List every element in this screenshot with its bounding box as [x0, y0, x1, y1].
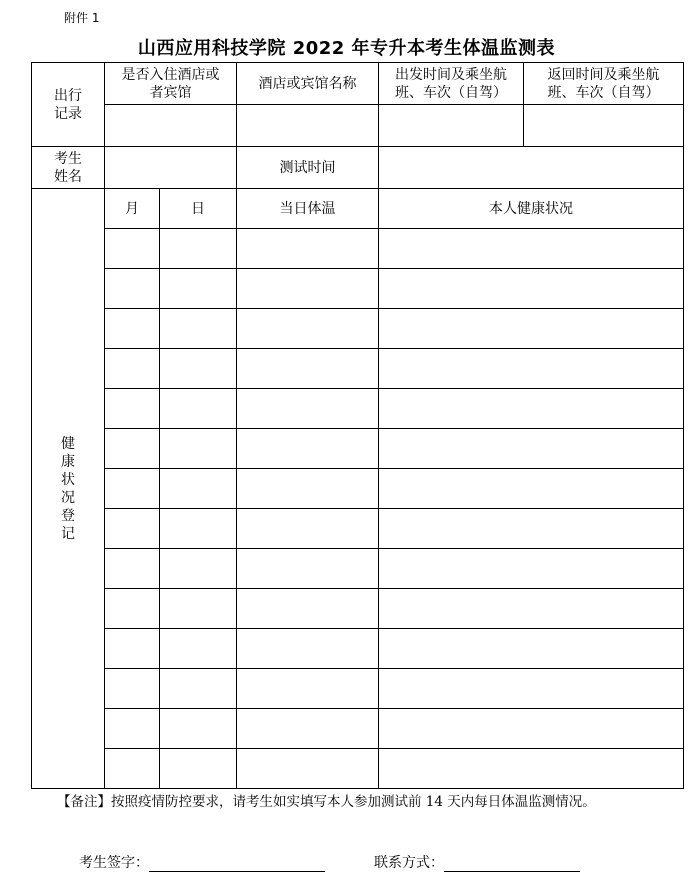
- health-status-cell[interactable]: [379, 229, 684, 269]
- attachment-label: 附件 1: [64, 11, 100, 25]
- table-row: [32, 269, 684, 309]
- temperature-cell[interactable]: [237, 269, 379, 309]
- temperature-form-table: [31, 62, 684, 789]
- table-row: [32, 389, 684, 429]
- temperature-cell[interactable]: [237, 749, 379, 789]
- candidate-signature: [79, 852, 325, 872]
- contact-line[interactable]: [444, 855, 580, 872]
- temperature-cell[interactable]: [237, 629, 379, 669]
- health-status-cell[interactable]: [379, 269, 684, 309]
- return-info-header: 返回时间及乘坐航班、车次（自驾）: [524, 63, 684, 105]
- test-time-label: 测试时间: [237, 147, 379, 189]
- depart-info-header: 出发时间及乘坐航班、车次（自驾）: [379, 63, 524, 105]
- candidate-signature-line[interactable]: [149, 855, 325, 872]
- month-cell[interactable]: [105, 749, 160, 789]
- month-header: 月: [105, 189, 160, 229]
- page-title: 山西应用科技学院 2022 年专升本考生体温监测表: [137, 38, 556, 59]
- day-cell[interactable]: [160, 349, 237, 389]
- month-cell[interactable]: [105, 709, 160, 749]
- day-header: 日: [160, 189, 237, 229]
- day-cell[interactable]: [160, 549, 237, 589]
- table-row: [32, 509, 684, 549]
- table-row: [32, 669, 684, 709]
- month-cell[interactable]: [105, 549, 160, 589]
- month-cell[interactable]: [105, 589, 160, 629]
- test-time-field[interactable]: [379, 147, 684, 189]
- health-status-cell[interactable]: [379, 589, 684, 629]
- day-cell[interactable]: [160, 469, 237, 509]
- health-status-cell[interactable]: [379, 429, 684, 469]
- month-cell[interactable]: [105, 429, 160, 469]
- day-cell[interactable]: [160, 749, 237, 789]
- health-register-char: 状: [61, 471, 75, 488]
- candidate-name-field[interactable]: [105, 147, 237, 189]
- temperature-cell[interactable]: [237, 309, 379, 349]
- month-cell[interactable]: [105, 269, 160, 309]
- month-cell[interactable]: [105, 349, 160, 389]
- day-cell[interactable]: [160, 589, 237, 629]
- contact-info: [374, 852, 580, 872]
- month-cell[interactable]: [105, 469, 160, 509]
- hotel-name-field[interactable]: [237, 105, 379, 147]
- health-status-cell[interactable]: [379, 669, 684, 709]
- table-row: [32, 549, 684, 589]
- day-cell[interactable]: [160, 509, 237, 549]
- health-register-label: [32, 189, 105, 789]
- month-cell[interactable]: [105, 669, 160, 709]
- temperature-cell[interactable]: [237, 669, 379, 709]
- hotel-name-header: 酒店或宾馆名称: [237, 63, 379, 105]
- temperature-cell[interactable]: [237, 709, 379, 749]
- health-status-header: 本人健康状况: [379, 189, 684, 229]
- health-status-cell[interactable]: [379, 469, 684, 509]
- health-register-char: 登: [61, 507, 75, 524]
- month-cell[interactable]: [105, 389, 160, 429]
- health-status-cell[interactable]: [379, 309, 684, 349]
- health-status-cell[interactable]: [379, 509, 684, 549]
- health-register-char: 记: [61, 525, 75, 542]
- month-cell[interactable]: [105, 229, 160, 269]
- hotel-question-header: 是否入住酒店或者宾馆: [105, 63, 237, 105]
- day-cell[interactable]: [160, 669, 237, 709]
- month-cell[interactable]: [105, 509, 160, 549]
- day-cell[interactable]: [160, 709, 237, 749]
- day-cell[interactable]: [160, 229, 237, 269]
- health-status-cell[interactable]: [379, 389, 684, 429]
- table-row: [32, 309, 684, 349]
- candidate-signature-label: 考生签字：: [79, 855, 149, 871]
- table-row: [32, 629, 684, 669]
- table-row: [32, 349, 684, 389]
- health-register-char: 健: [61, 435, 75, 452]
- temperature-cell[interactable]: [237, 589, 379, 629]
- table-row: [32, 429, 684, 469]
- day-cell[interactable]: [160, 429, 237, 469]
- month-cell[interactable]: [105, 629, 160, 669]
- month-cell[interactable]: [105, 309, 160, 349]
- day-cell[interactable]: [160, 629, 237, 669]
- note-text: 【备注】按照疫情防控要求，请考生如实填写本人参加测试前 14 天内每日体温监测情况。: [57, 794, 596, 810]
- temperature-header: 当日体温: [237, 189, 379, 229]
- health-register-char: 况: [61, 489, 75, 506]
- table-row: [32, 469, 684, 509]
- temperature-cell[interactable]: [237, 469, 379, 509]
- table-row: [32, 749, 684, 789]
- return-info-field[interactable]: [524, 105, 684, 147]
- travel-record-label: 出行记录: [32, 63, 105, 147]
- contact-label: 联系方式：: [374, 855, 444, 871]
- day-cell[interactable]: [160, 389, 237, 429]
- hotel-question-field[interactable]: [105, 105, 237, 147]
- health-status-cell[interactable]: [379, 549, 684, 589]
- temperature-cell[interactable]: [237, 389, 379, 429]
- day-cell[interactable]: [160, 269, 237, 309]
- day-cell[interactable]: [160, 309, 237, 349]
- table-row: [32, 229, 684, 269]
- table-row: [32, 589, 684, 629]
- temperature-cell[interactable]: [237, 549, 379, 589]
- temperature-cell[interactable]: [237, 229, 379, 269]
- health-register-char: 康: [61, 453, 75, 470]
- table-row: [32, 709, 684, 749]
- health-status-cell[interactable]: [379, 709, 684, 749]
- temperature-cell[interactable]: [237, 429, 379, 469]
- candidate-name-label: 考生姓名: [32, 147, 105, 189]
- health-status-cell[interactable]: [379, 749, 684, 789]
- depart-info-field[interactable]: [379, 105, 524, 147]
- health-status-cell[interactable]: [379, 629, 684, 669]
- health-status-cell[interactable]: [379, 349, 684, 389]
- temperature-cell[interactable]: [237, 509, 379, 549]
- temperature-cell[interactable]: [237, 349, 379, 389]
